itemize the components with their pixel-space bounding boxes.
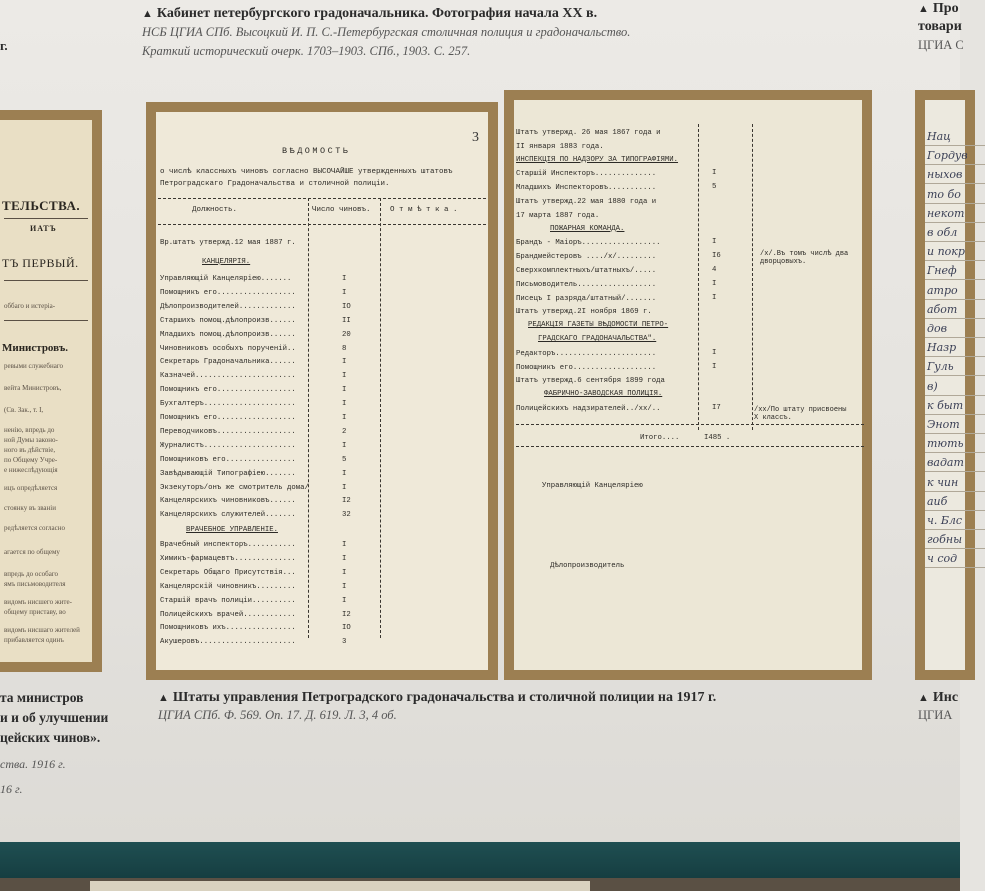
triangle-marker-icon: ▲ (918, 692, 929, 704)
left-document-frame (0, 110, 102, 672)
right-document-frame (504, 90, 872, 680)
right-row-label: ИНСПЕКЦIЯ ПО НАДЗОРУ ЗА ТИПОГРАФIЯМИ. (516, 155, 679, 164)
row-value: IO (342, 624, 351, 633)
right-row-label: Писецъ I разряда/штатный/....... (516, 294, 657, 303)
book-line: по Общему Учре- (4, 456, 58, 464)
book-line: ямъ письмоводителя (4, 580, 66, 588)
row-label: Помощникъ его.................. (160, 386, 296, 395)
section-chancellery: КАНЦЕЛЯРIЯ. (202, 258, 251, 266)
column-header-position: Должность. (192, 206, 238, 214)
row-label: Помощниковъ ихъ................ (160, 624, 296, 633)
row-value: I (342, 414, 347, 422)
middle-document-frame (146, 102, 498, 680)
top-right-caption (918, 0, 964, 55)
handwritten-line: в обл (927, 226, 958, 239)
right-row-label: ГРАДСКАГО ГРАДОНАЧАЛЬСТВА". (538, 335, 657, 343)
row-label: Чиновниковъ особыхъ порученiй.. (160, 344, 296, 353)
row-label: Управляющiй Канцелярiею....... (160, 275, 292, 283)
row-label: Дѣлопроизводителей............. (160, 302, 296, 311)
book-line: общему приставу, во (4, 608, 66, 616)
book-line: стоянку въ званiи (4, 504, 56, 512)
row-value: I (342, 596, 347, 605)
row-label: Экзекуторъ/онъ же смотритель дома/ (160, 483, 309, 492)
right-row-value: I (712, 362, 717, 371)
book-line: ной Думы законо- (4, 436, 58, 444)
right-row-label: Брандъ - Маiоръ.................. (516, 239, 661, 248)
book-heading-3: ТЪ ПЕРВЫЙ. (2, 256, 79, 270)
right-row-value: I (712, 348, 717, 357)
right-row-label: РЕДАКЦIЯ ГАЗЕТЫ ВѢДОМОСТИ ПЕТРО- (528, 321, 669, 330)
handwritten-line: ч сод (927, 552, 958, 566)
handwritten-line: вадат (927, 456, 964, 470)
handwritten-line: Назр (927, 341, 957, 355)
book-line: ревыми служебнаго (4, 362, 64, 370)
staff-list-page-4 (514, 100, 862, 670)
left-book-page (0, 120, 92, 662)
handwritten-line: в) (927, 379, 938, 393)
row-value: II (342, 316, 351, 325)
note-2: /хх/По штату присвоены X классъ. (754, 406, 847, 422)
row-value: I (342, 372, 347, 381)
teal-band (0, 842, 960, 878)
note-1: /х/.Въ томъ числѣ два дворцовыхъ. (760, 250, 849, 266)
left-bottom-caption (0, 688, 110, 798)
book-heading-4: Министровъ. (2, 342, 68, 354)
left-caption-source-2: 16 г. (0, 782, 23, 796)
handwritten-line: Нац (927, 130, 951, 143)
bottom-caption-title (158, 690, 858, 706)
right-row-label: Редакторъ....................... (516, 349, 657, 358)
handwritten-page (925, 100, 968, 670)
triangle-marker-icon: ▲ (158, 692, 169, 704)
row-value: 8 (342, 344, 347, 353)
handwritten-line: Гнеф (927, 264, 957, 278)
row-label: Акушеровъ...................... (160, 638, 296, 647)
book-line: ного въ дѣйствiе, (4, 446, 56, 454)
row-value: I (342, 483, 347, 492)
row-value: 20 (342, 330, 351, 339)
row-label: Бухгалтеръ..................... (160, 400, 296, 409)
right-row-value: I (712, 293, 717, 302)
book-line: оббаго и истерiа- (4, 302, 56, 310)
top-right-caption-line2: товари (918, 19, 962, 34)
top-right-caption-title: Про (932, 1, 959, 16)
top-right-caption-source: ЦГИА С (918, 38, 964, 52)
row-label: Секретарь Градоначальника...... (160, 358, 296, 367)
row-value: I (342, 275, 347, 283)
row-label: Канцелярскихъ чиновниковъ...... (160, 497, 296, 506)
top-caption-source-1: НСБ ЦГИА СПб. Высоцкий И. П. С.-Петербургская столичная полиция и градоначальство. (142, 25, 631, 39)
right-row-value: I (712, 169, 717, 178)
book-line: прибавляется одинъ (4, 636, 64, 644)
total-label: Итого.... (640, 434, 680, 442)
top-caption-title (142, 5, 742, 23)
triangle-marker-icon: ▲ (918, 3, 929, 15)
right-row-value: I6 (712, 252, 721, 261)
handwritten-line: то бо (927, 187, 961, 201)
section-medical: ВРАЧЕБНОЕ УПРАВЛЕНIЕ. (186, 526, 278, 534)
right-row-label: Сверхкомплектныхъ/штатныхъ/..... (516, 267, 657, 275)
right-row-value: 5 (712, 183, 717, 192)
book-line: видомъ нисшего житe- (4, 598, 72, 606)
column-header-count: Число чиновъ. (312, 206, 371, 214)
row-value: I (342, 582, 347, 591)
handwritten-line: гобны (927, 533, 963, 547)
left-caption-fragment: г. (0, 38, 8, 53)
top-caption-source-2: Краткий исторический очерк. 1703–1903. СПб., 1903. С. 257. (142, 44, 471, 58)
row-label: Старшiй врачъ полицiи.......... (160, 596, 296, 605)
handwritten-line: Энот (927, 418, 960, 431)
row-label: Помощниковъ его................ (160, 455, 296, 464)
row-value: 3 (342, 638, 347, 647)
signature-clerk: Дѣлопроизводитель (550, 562, 625, 570)
top-caption (142, 5, 742, 61)
handwritten-line: Гуль (927, 360, 954, 374)
left-caption-line-3: цейских чинов». (0, 730, 101, 745)
book-line: ицъ опредѣляется (4, 484, 58, 492)
row-label: Канцелярскiй чиновникъ......... (160, 582, 296, 591)
book-line: впредь до особаго (4, 570, 59, 578)
right-row-label: Штатъ утвержд.2I ноября 1869 г. (516, 308, 652, 317)
column-header-note: О т м ѣ т к а . (390, 206, 458, 214)
handwritten-line: ч. Блс (927, 514, 963, 527)
book-line: вейта Министровъ, (4, 384, 62, 392)
handwritten-line: тють (927, 437, 964, 451)
bottom-right-caption (918, 690, 958, 725)
right-row-label: Штатъ утвержд.6 сентября 1899 года (516, 377, 665, 386)
row-value: I (342, 358, 347, 367)
book-line: ненiю, впредь до (4, 426, 55, 434)
staff-list-page-3: 3 ВѢДОМОСТЬ о числѣ классныхъ чиновъ согласно ВЫСОЧАЙШЕ утвержденныхъ штатовъ Петроградскаго Градоначальства и столичной полицiи. Должность. Число чиновъ. О т м ѣ т к а . Вр.штатъ утвержд.12 мая 1887 г. КАНЦЕЛЯРIЯ. Управляющiй Канцелярiею....... I Помощникъ его.................. I Дѣлопроизводителей............. IO Старшихъ помощ.дѣлопроизв...... II Младшихъ помощ.дѣлопроизв...... 20 Чиновниковъ особыхъ порученiй.. 8 Секретарь Градоначальника...... I Казначей....................... I Помощникъ его.................. I Бухгалтеръ..................... I Помощникъ его.................. I Переводчиковъ.................. 2 Журналистъ..................... I Помощниковъ его................ 5 Завѣдывающiй Типографiею....... I Экзекуторъ/онъ же смотритель дома/ I Канцелярскихъ чиновниковъ...... I2 Канцелярскихъ служителей....... 32 ВРАЧЕБНОЕ УПРАВЛЕНIЕ. Врачебный инспекторъ........... I Химикъ-фармацевтъ.............. I Секретарь Общаго Присутствiя... I Канцелярскiй чиновникъ......... I Старшiй врачъ полицiи.......... I Полицейскихъ врачей............ I2 Помощниковъ ихъ................ IO Акушеровъ...................... 3 (156, 112, 488, 670)
book-heading-2: ИАТЪ (30, 224, 57, 233)
handwritten-line: и покр (927, 245, 965, 259)
handwritten-line: абот (927, 302, 958, 316)
handwritten-line: некот (927, 206, 965, 220)
right-row-label: Брандмейстеровъ ..../х/......... (516, 253, 657, 262)
right-row-label: ПОЖАРНАЯ КОМАНДА. (550, 224, 625, 233)
bottom-right-caption-title: Инс (932, 690, 959, 705)
row-value: I (342, 441, 347, 450)
total-value: I485 . (704, 434, 731, 442)
signature-head-of-chancellery: Управляющiй Канцелярiею (542, 482, 643, 490)
row-label: Переводчиковъ.................. (160, 427, 296, 436)
right-row-label: ФАБРИЧНО-ЗАВОДСКАЯ ПОЛИЦIЯ. (544, 390, 663, 399)
document-subtitle-2: Петроградскаго Градоначальства и столичной полицiи. (160, 180, 390, 188)
row-value: I (342, 554, 347, 563)
row-label: Врачебный инспекторъ........... (160, 541, 296, 549)
right-row-label: Младшихъ Инспекторовъ........... (516, 184, 657, 193)
far-right-document-frame (915, 90, 975, 680)
handwritten-line: атро (927, 283, 958, 297)
book-line: редѣляется согласно (4, 524, 65, 532)
book-line: видомъ нисшаго жителей (4, 626, 80, 634)
row-value: I (342, 386, 347, 395)
top-caption-title-text: Кабинет петербургского градоначальника. Фотография начала XX в. (156, 6, 598, 21)
handwritten-line: аиб (927, 494, 948, 508)
book-line: (Св. Зак., т. I, (4, 406, 44, 414)
row-label: Старшихъ помощ.дѣлопроизв...... (160, 316, 296, 325)
right-row-label: Старшiй Инспекторъ.............. (516, 170, 657, 179)
row-value: I (342, 469, 347, 478)
right-row-label: Полицейскихъ надзирателей../хх/.. (516, 405, 661, 413)
row-value: I (342, 400, 347, 409)
right-row-value: I (712, 279, 717, 288)
row-label: Секретарь Общаго Присутствiя... (160, 568, 296, 577)
left-caption-line-2: и и об улучшении (0, 710, 109, 725)
right-row-value: 4 (712, 266, 717, 274)
bottom-right-caption-source: ЦГИА (918, 708, 953, 722)
row-label: Завѣдывающiй Типографiею....... (160, 469, 296, 478)
row-label: Младшихъ помощ.дѣлопроизв...... (160, 330, 296, 339)
handwritten-line: к быт (927, 398, 964, 412)
bottom-caption-title-text: Штаты управления Петроградского градоначальства и столичной полиции на 1917 г. (172, 690, 717, 705)
right-row-label: Штатъ утвержд. 26 мая 1867 года и (516, 129, 661, 137)
row-label: Журналистъ..................... (160, 441, 296, 450)
page-number: 3 (472, 130, 479, 145)
row-value: I2 (342, 610, 351, 619)
left-caption-line-1: та министров (0, 690, 84, 705)
handwritten-line: дов (927, 322, 947, 335)
bottom-caption-source: ЦГИА СПб. Ф. 569. Оп. 17. Д. 619. Л. 3, 4 об. (158, 708, 397, 722)
right-row-value: I7 (712, 404, 721, 412)
right-row-label: 17 марта 1887 года. (516, 211, 600, 220)
row-label: Казначей....................... (160, 372, 296, 381)
right-row-label: Письмоводитель.................. (516, 280, 657, 289)
row-value: I2 (342, 497, 351, 506)
right-row-label: Штатъ утвержд.22 мая 1880 года и (516, 198, 657, 206)
handwritten-line: ныхов (927, 168, 963, 182)
row-value: 2 (342, 427, 347, 436)
row-label: Полицейскихъ врачей............ (160, 610, 296, 619)
left-caption-source-1: ства. 1916 г. (0, 757, 66, 771)
right-row-value: I (712, 238, 717, 247)
floor-strip (0, 878, 960, 891)
book-line: агается по общему (4, 548, 60, 556)
row-value: I (342, 288, 347, 297)
book-heading-1: ТЕЛЬСТВА. (2, 198, 81, 213)
row-label: Химикъ-фармацевтъ.............. (160, 554, 296, 563)
row-value: 32 (342, 511, 351, 520)
triangle-marker-icon: ▲ (142, 8, 153, 20)
handwritten-line: Гордув (927, 149, 968, 163)
row-value: IO (342, 302, 351, 311)
right-row-label: Помощникъ его................... (516, 363, 657, 372)
document-title: ВѢДОМОСТЬ (282, 146, 351, 156)
bottom-caption (158, 690, 858, 725)
row-label: Канцелярскихъ служителей....... (160, 511, 296, 520)
row-label: Помощникъ его.................. (160, 288, 296, 297)
right-row-label: II января 1883 года. (516, 142, 604, 151)
handwritten-line: к чин (927, 475, 959, 489)
book-line: е нижеслѣдующiя (4, 466, 58, 474)
row-value: I (342, 568, 347, 577)
document-subtitle-1: о числѣ классныхъ чиновъ согласно ВЫСОЧАЙШЕ утвержденныхъ штатовъ (160, 168, 453, 176)
row-label: Помощникъ его.................. (160, 414, 296, 422)
row-value: I (342, 541, 347, 549)
row-value: 5 (342, 455, 347, 464)
